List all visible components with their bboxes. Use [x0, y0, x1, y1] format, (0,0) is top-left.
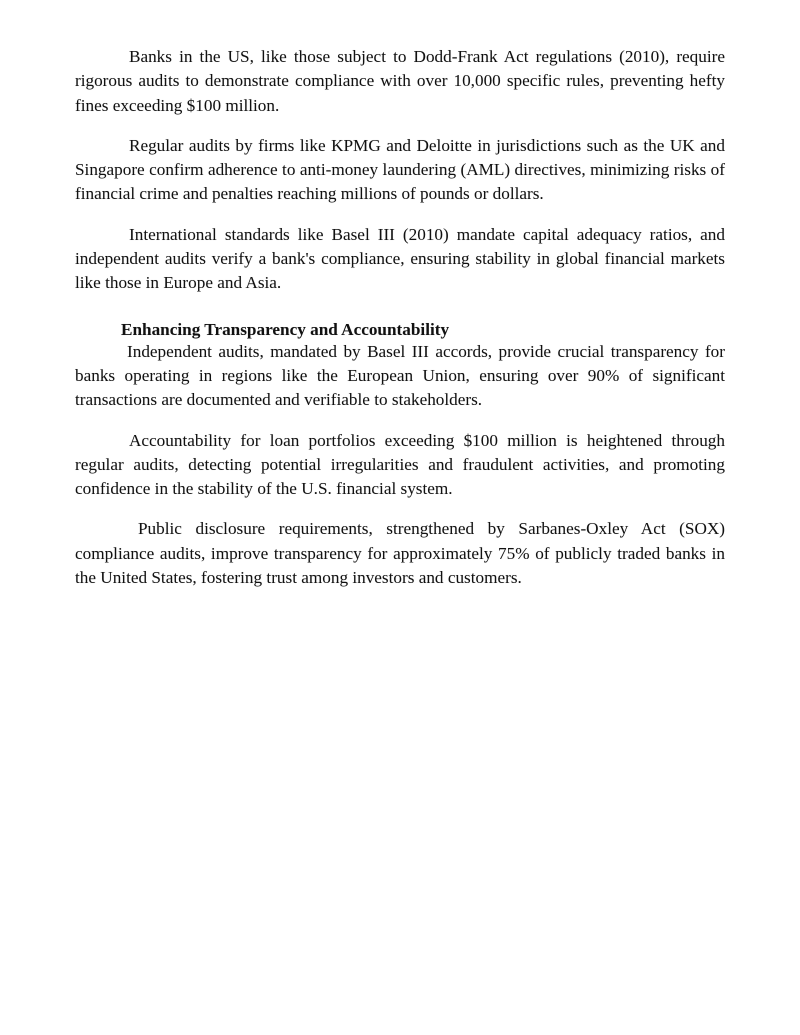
paragraph-basel-iii: International standards like Basel III (2010) mandate capital adequacy ratios, and independent audits verify a bank's compliance, ensuring stability in global financial markets like those in Europe and Asia. [75, 224, 725, 293]
paragraph-aml-audits: Regular audits by firms like KPMG and Deloitte in jurisdictions such as the UK and Singapore confirm adherence to anti-money laundering (AML) directives, minimizing risks of financial crime and penalties reaching millions of pounds or dollars. [75, 135, 725, 204]
paragraph-independent-audits: Independent audits, mandated by Basel III accords, provide crucial transparency for banks operating in regions like the European Union, ensuring over 90% of significant transactions are documented and verifiable to stakeholders. [75, 341, 725, 410]
paragraph-dodd-frank: Banks in the US, like those subject to Dodd-Frank Act regulations (2010), require rigorous audits to demonstrate compliance with over 10,000 specific rules, preventing hefty fines exceeding $100 million. [75, 47, 725, 115]
section-transparency [75, 320, 725, 591]
paragraph-sox-disclosure: Public disclosure requirements, strengthened by Sarbanes-Oxley Act (SOX) compliance audits, improve transparency for approximately 75% of publicly traded banks in the United States, fostering trust among investors and customers. [75, 519, 725, 588]
section-heading: Enhancing Transparency and Accountability [121, 319, 450, 339]
document-body [75, 45, 725, 606]
paragraph-loan-accountability: Accountability for loan portfolios exceeding $100 million is heightened through regular audits, detecting potential irregularities and fraudulent activities, and promoting confidence in the stability of the U.S. financial system. [75, 430, 725, 499]
